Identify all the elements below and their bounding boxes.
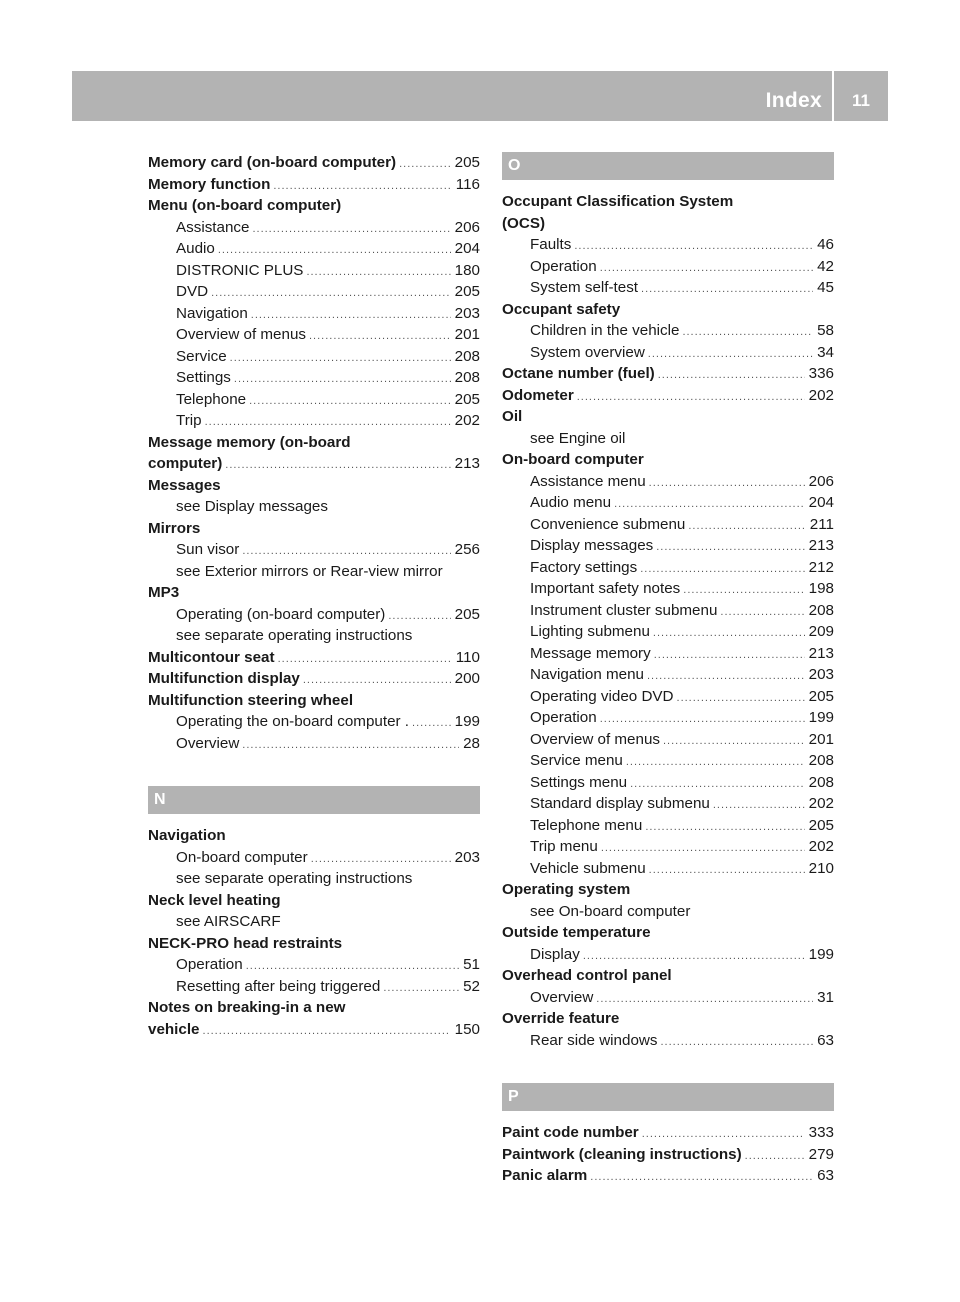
entry-label: Settings (176, 369, 231, 386)
entry-label: Standard display submenu (530, 795, 710, 812)
leader-dots (648, 344, 813, 366)
leader-dots (590, 1167, 813, 1189)
entry-label: see Exterior mirrors or Rear-view mirror (176, 562, 443, 580)
leader-dots (600, 258, 813, 280)
entry-label: Occupant Classification System (502, 193, 734, 210)
page-ref: 203 (454, 848, 480, 866)
entry-label: DVD (176, 283, 209, 300)
leader-dots (242, 735, 459, 757)
page-ref: 203 (454, 304, 480, 322)
index-subentry[interactable] (502, 342, 834, 364)
page-ref: 116 (455, 175, 480, 193)
leader-dots (614, 494, 805, 516)
page-ref: 208 (808, 752, 834, 769)
page-ref: 63 (817, 1167, 834, 1184)
page-ref: 199 (454, 713, 480, 730)
index-subentry[interactable] (502, 621, 834, 643)
index-crossref[interactable] (148, 911, 480, 933)
index-entry[interactable] (148, 174, 480, 196)
page-ref: 205 (454, 605, 480, 623)
entry-label: Children in the vehicle (530, 322, 680, 339)
index-heading (148, 432, 480, 454)
page-ref: 58 (817, 322, 834, 339)
page-ref: 202 (808, 386, 834, 404)
leader-dots (660, 1032, 813, 1054)
entry-label: Faults (530, 236, 572, 253)
entry-label: (OCS) (502, 214, 546, 232)
entry-label: System overview (530, 343, 645, 361)
index-subentry[interactable] (502, 944, 834, 966)
index-heading (502, 406, 834, 428)
leader-dots (242, 541, 450, 563)
index-entry[interactable] (502, 1122, 834, 1144)
leader-dots (682, 322, 813, 344)
leader-dots (583, 946, 805, 968)
page-ref: 212 (808, 558, 834, 576)
index-subentry[interactable] (148, 367, 480, 389)
page-ref: 200 (454, 670, 480, 687)
leader-dots (658, 365, 805, 387)
entry-label: Trip menu (530, 838, 598, 855)
entry-label: MP3 (148, 584, 180, 601)
index-subentry[interactable] (502, 858, 834, 880)
leader-dots (663, 731, 805, 753)
page-ref: 202 (454, 412, 480, 429)
entry-label: see Display messages (176, 498, 328, 515)
entry-label: Assistance (176, 218, 250, 236)
leader-dots (630, 774, 805, 796)
leader-dots (230, 348, 451, 370)
entry-label: Display messages (530, 537, 654, 554)
page-ref: 204 (808, 494, 834, 511)
entry-label: Navigation menu (530, 666, 644, 683)
page-ref: 110 (455, 648, 480, 666)
index-entry[interactable] (148, 453, 480, 475)
index-entry[interactable] (502, 363, 834, 385)
index-subentry[interactable] (148, 954, 480, 976)
index-entry[interactable] (148, 668, 480, 690)
entry-label: Memory card (on-board computer) (148, 154, 397, 171)
index-subentry[interactable] (502, 578, 834, 600)
entry-label: Telephone menu (530, 816, 643, 834)
leader-dots (311, 849, 451, 871)
entry-label: Rear side windows (530, 1031, 658, 1049)
page-ref: 63 (817, 1031, 834, 1049)
entry-label: Multifunction display (148, 670, 300, 687)
entry-label: see Engine oil (530, 429, 626, 447)
entry-label: Panic alarm (502, 1167, 588, 1184)
entry-label: Lighting submenu (530, 623, 650, 640)
entry-label: Paint code number (502, 1124, 639, 1141)
index-heading (502, 965, 834, 987)
leader-dots (656, 537, 804, 559)
entry-label: Overview of menus (530, 730, 660, 748)
leader-dots (688, 516, 805, 538)
index-subentry[interactable] (502, 836, 834, 858)
page-ref: 211 (809, 515, 834, 533)
entry-label: Odometer (502, 386, 574, 404)
page-ref: 208 (808, 773, 834, 791)
entry-label: Operating video DVD (530, 687, 674, 705)
index-subentry[interactable] (148, 260, 480, 282)
index-heading (148, 518, 480, 540)
index-subentry[interactable] (502, 815, 834, 837)
page-number: 11 (852, 91, 870, 110)
leader-dots (713, 795, 805, 817)
page-ref: 180 (454, 261, 480, 279)
index-subentry[interactable] (502, 600, 834, 622)
entry-label: Outside temperature (502, 924, 651, 941)
page-ref: 333 (808, 1124, 834, 1141)
entry-label: Overview (176, 734, 240, 752)
page-ref: 201 (808, 730, 834, 748)
entry-label: Oil (502, 408, 523, 425)
index-heading (148, 582, 480, 604)
index-subentry[interactable] (502, 643, 834, 665)
entry-label: On-board computer (176, 848, 308, 866)
page-ref: 198 (808, 580, 834, 597)
leader-dots (642, 1124, 805, 1146)
page-ref: 52 (463, 977, 480, 995)
index-subentry[interactable] (148, 303, 480, 325)
leader-dots (388, 606, 450, 628)
index-heading (502, 191, 834, 213)
page-ref: 51 (463, 956, 480, 973)
leader-dots (745, 1146, 805, 1168)
index-subentry[interactable] (148, 976, 480, 998)
page-ref: 31 (817, 988, 834, 1006)
entry-label: see separate operating instructions (176, 627, 413, 644)
entry-label: Navigation (176, 304, 248, 322)
entry-label: Multifunction steering wheel (148, 691, 354, 709)
entry-label: Message memory (530, 644, 651, 662)
entry-label: Memory function (148, 175, 271, 193)
index-crossref[interactable] (148, 496, 480, 518)
index-crossref[interactable] (148, 868, 480, 890)
index-subentry[interactable] (148, 711, 480, 733)
entry-label: Multicontour seat (148, 648, 275, 666)
page-ref: 199 (808, 709, 834, 726)
page-ref: 42 (817, 257, 834, 275)
leader-dots (649, 860, 805, 882)
leader-dots (577, 387, 805, 409)
index-heading (148, 690, 480, 712)
page-ref: 206 (454, 218, 480, 236)
page-ref: 213 (808, 644, 834, 662)
index-entry[interactable] (502, 1165, 834, 1187)
index-heading (148, 890, 480, 912)
page-ref: 202 (808, 838, 834, 855)
entry-label: Audio menu (530, 494, 612, 511)
leader-dots (601, 838, 805, 860)
page-ref: 336 (808, 365, 834, 382)
index-subentry[interactable] (502, 686, 834, 708)
leader-dots (273, 176, 451, 198)
entry-label: Overview of menus (176, 326, 306, 343)
leader-dots (574, 236, 813, 258)
header-bar (72, 71, 888, 121)
page-ref: 205 (808, 687, 834, 705)
page-ref: 213 (454, 455, 480, 472)
index-subentry[interactable] (502, 535, 834, 557)
section-letter-n: N (148, 786, 480, 814)
leader-dots (412, 713, 451, 735)
index-crossref[interactable] (502, 901, 834, 923)
left-column (148, 152, 480, 1040)
page-ref: 205 (454, 390, 480, 408)
entry-label: see On-board computer (530, 902, 691, 920)
index-subentry[interactable] (502, 793, 834, 815)
leader-dots (211, 283, 451, 305)
index-subentry[interactable] (502, 234, 834, 256)
leader-dots (596, 989, 813, 1011)
entry-label: Menu (on-board computer) (148, 197, 342, 214)
entry-label: Occupant safety (502, 300, 621, 318)
entry-label: see AIRSCARF (176, 913, 281, 930)
leader-dots (225, 455, 450, 477)
leader-dots (306, 262, 450, 284)
entry-label: DISTRONIC PLUS (176, 261, 304, 279)
entry-label: Sun visor (176, 541, 240, 558)
leader-dots (645, 817, 804, 839)
leader-dots (653, 623, 805, 645)
entry-label: Operation (530, 257, 597, 275)
index-subentry[interactable] (502, 987, 834, 1009)
index-heading (148, 475, 480, 497)
index-entry[interactable] (148, 1019, 480, 1041)
index-subentry[interactable] (148, 604, 480, 626)
leader-dots (383, 978, 459, 1000)
entry-label: Important safety notes (530, 580, 681, 597)
index-heading (502, 449, 834, 471)
leader-dots (600, 709, 805, 731)
page-ref: 209 (808, 623, 834, 640)
entry-label: Vehicle submenu (530, 859, 646, 877)
page-ref: 199 (808, 945, 834, 963)
index-subentry[interactable] (502, 1030, 834, 1052)
index-crossref[interactable] (148, 625, 480, 647)
entry-label: Neck level heating (148, 891, 281, 909)
index-heading (148, 825, 480, 847)
page-ref: 256 (454, 541, 480, 558)
leader-dots (640, 559, 804, 581)
index-subentry[interactable] (148, 217, 480, 239)
entry-label: Notes on breaking-in a new (148, 999, 346, 1016)
page-ref: 208 (808, 601, 834, 619)
entry-label: Display (530, 945, 580, 963)
page-ref: 204 (454, 240, 480, 257)
entry-label: Operating the on-board computer . (176, 713, 410, 730)
page-ref: 208 (454, 369, 480, 386)
index-subentry[interactable] (148, 847, 480, 869)
entry-label: Service menu (530, 752, 623, 769)
leader-dots (309, 326, 451, 348)
index-crossref[interactable] (502, 428, 834, 450)
leader-dots (218, 240, 451, 262)
index-subentry[interactable] (502, 256, 834, 278)
index-entry[interactable] (502, 1144, 834, 1166)
entry-label: Service (176, 347, 227, 365)
index-heading (502, 1008, 834, 1030)
leader-dots (205, 412, 451, 434)
section-letter-p: P (502, 1083, 834, 1111)
index-crossref[interactable] (148, 561, 480, 583)
index-subentry[interactable] (502, 707, 834, 729)
entry-label: Operating (on-board computer) (176, 605, 386, 623)
index-subentry[interactable] (502, 277, 834, 299)
index-subentry[interactable] (502, 750, 834, 772)
entry-label: Instrument cluster submenu (530, 601, 718, 619)
leader-dots (278, 649, 452, 671)
page-ref: 213 (808, 537, 834, 554)
entry-label: Resetting after being triggered (176, 977, 381, 995)
leader-dots (654, 645, 805, 667)
page-ref: 205 (454, 283, 480, 300)
index-subentry[interactable] (502, 492, 834, 514)
entry-label: Messages (148, 476, 221, 494)
entry-label: On-board computer (502, 451, 644, 468)
entry-label: Operating system (502, 881, 631, 898)
entry-label: Audio (176, 240, 215, 257)
index-heading (502, 213, 834, 235)
page-ref: 206 (808, 472, 834, 490)
page-ref: 279 (808, 1145, 834, 1163)
index-subentry[interactable] (502, 557, 834, 579)
entry-label: Navigation (148, 827, 226, 844)
entry-label: computer) (148, 455, 223, 472)
index-entry[interactable] (502, 385, 834, 407)
index-heading (502, 879, 834, 901)
index-subentry[interactable] (502, 471, 834, 493)
index-heading (148, 195, 480, 217)
leader-dots (647, 666, 805, 688)
leader-dots (720, 602, 804, 624)
page-ref: 46 (817, 236, 834, 253)
index-subentry[interactable] (148, 238, 480, 260)
index-subentry[interactable] (148, 281, 480, 303)
leader-dots (234, 369, 451, 391)
entry-label: Mirrors (148, 519, 201, 537)
leader-dots (626, 752, 805, 774)
index-subentry[interactable] (148, 733, 480, 755)
page-ref: 205 (454, 154, 480, 171)
page-ref: 34 (817, 343, 834, 361)
section-letter-o: O (502, 152, 834, 180)
page-ref: 150 (454, 1020, 480, 1038)
entry-label: Overhead control panel (502, 967, 672, 984)
right-column (502, 152, 834, 1187)
page-title: Index (765, 89, 822, 112)
entry-label: NECK-PRO head restraints (148, 934, 343, 952)
entry-label: Trip (176, 412, 202, 429)
entry-label: Octane number (fuel) (502, 365, 655, 382)
entry-label: Operation (530, 709, 597, 726)
page-ref: 210 (808, 859, 834, 877)
page-ref: 28 (463, 734, 480, 752)
entry-label: Factory settings (530, 558, 638, 576)
leader-dots (641, 279, 813, 301)
index-heading (148, 933, 480, 955)
page-ref: 45 (817, 279, 834, 296)
index-entry[interactable] (148, 647, 480, 669)
index-subentry[interactable] (148, 324, 480, 346)
page-ref: 202 (808, 795, 834, 812)
leader-dots (203, 1021, 451, 1043)
leader-dots (303, 670, 451, 692)
entry-label: Override feature (502, 1010, 620, 1027)
entry-label: see separate operating instructions (176, 870, 413, 887)
leader-dots (252, 219, 450, 241)
page-ref: 201 (454, 326, 480, 343)
index-subentry[interactable] (148, 410, 480, 432)
index-subentry[interactable] (148, 389, 480, 411)
leader-dots (683, 580, 804, 602)
index-subentry[interactable] (502, 729, 834, 751)
page-ref: 203 (808, 666, 834, 683)
leader-dots (249, 391, 451, 413)
leader-dots (399, 154, 451, 176)
index-subentry[interactable] (502, 514, 834, 536)
leader-dots (251, 305, 451, 327)
entry-label: Settings menu (530, 773, 628, 791)
page-ref: 208 (454, 347, 480, 365)
index-heading (148, 997, 480, 1019)
index-heading (502, 922, 834, 944)
index-heading (502, 299, 834, 321)
leader-dots (246, 956, 459, 978)
index-entry[interactable] (148, 152, 480, 174)
leader-dots (677, 688, 805, 710)
entry-label: Overview (530, 988, 594, 1006)
index-subentry[interactable] (502, 320, 834, 342)
page-ref: 205 (808, 816, 834, 834)
entry-label: Assistance menu (530, 472, 646, 490)
entry-label: Convenience submenu (530, 515, 686, 533)
entry-label: vehicle (148, 1020, 200, 1038)
entry-label: System self-test (530, 279, 639, 296)
entry-label: Paintwork (cleaning instructions) (502, 1145, 742, 1163)
index-subentry[interactable] (502, 772, 834, 794)
entry-label: Message memory (on-board (148, 433, 351, 451)
index-subentry[interactable] (148, 346, 480, 368)
index-subentry[interactable] (148, 539, 480, 561)
entry-label: Operation (176, 956, 243, 973)
index-subentry[interactable] (502, 664, 834, 686)
entry-label: Telephone (176, 390, 247, 408)
leader-dots (649, 473, 805, 495)
